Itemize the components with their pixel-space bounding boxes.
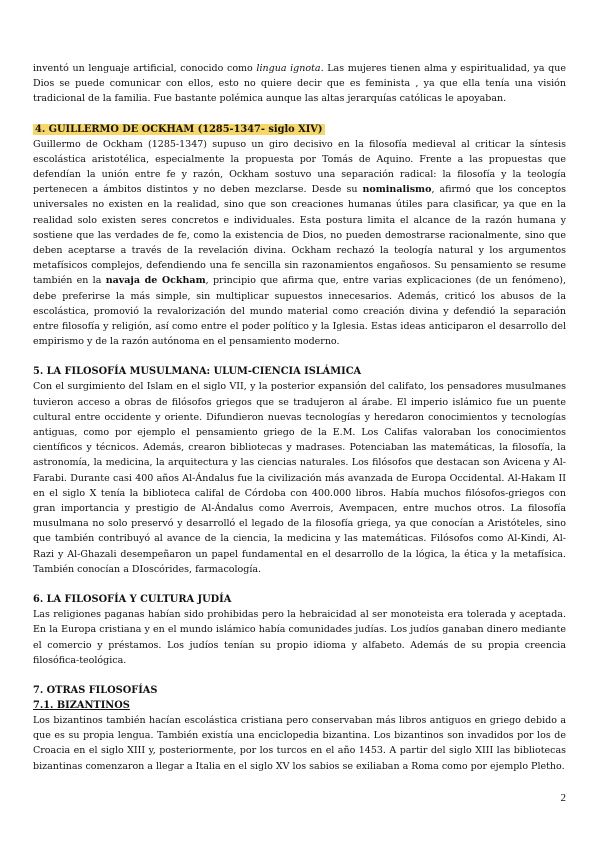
section-5-heading: 5. LA FILOSOFÍA MUSULMANA: ULUM-CIENCIA ISLÁMICA	[33, 366, 362, 378]
lingua-ignota-term: lingua ignota	[256, 63, 321, 74]
navaja-ockham-term: navaja de Ockham	[105, 275, 206, 287]
section-4-heading: 4. GUILLERMO DE OCKHAM (1285-1347- siglo XIV)	[35, 123, 323, 135]
section-6-heading: 6. LA FILOSOFÍA Y CULTURA JUDÍA	[33, 594, 232, 606]
section-5-paragraph: Con el surgimiento del Islam en el siglo VII, y la posterior expansión del califato, los pensadores musulmanes tuvieron acceso a obras de filósofos griegos que se tradujeron al árabe. El imperio islámico fue un puente cultural entre occidente y oriente. Difundieron nuevas tecnologías y heredaron conocimientos y tecnologías antiguas, como por ejemplo el pensamiento griego de la E.M. Los Califas valoraban los conocimientos científicos y técnicos. Además, crearon bibliotecas y madrases. Potenciaban las matemáticas, la filosofía, la astronomía, la medicina, la arquitectura y las ciencias naturales. Los filósofos que destacan son Avicena y Al-Farabi. Durante casi 400 años Al-Ándalus fue la civilización más avanzada de Europa Occidental. Al-Hakam II en el siglo X tenía la biblioteca califal de Córdoba con 400.000 libros. Había muchos filósofos-griegos con gran importancia y prestigio de Al-Ándalus como Averrois, Avempacen, entre muchos otros. La filosofía musulmana no solo preservó y desarrolló el legado de la filosofía griega, ya que conocían a Aristóteles, sino que también contribuyó al avance de la ciencia, la medicina y las matemáticas. Filósofos como Al-Kindi, Al-Razi y Al-Ghazali desempeñaron un papel fundamental en el desarrollo de la lógica, la ética y la metafísica. También conocían a DIoscórides, farmacología.	[33, 381, 566, 575]
page-number: 2	[560, 792, 566, 804]
nominalismo-term: nominalismo	[362, 184, 432, 196]
section-7-1-heading: 7.1. BIZANTINOS	[33, 699, 130, 711]
section-4-paragraph: Guillermo de Ockham (1285-1347) supuso un giro decisivo en la filosofía medieval al criticar la síntesis escolástica aristotélica, especialmente la propuesta por Tomás de Aquino. Frente a las propuestas que defendían la unión entre fe y razón, Ockham sostuvo una separación radical: la filosofía y la teología pertenecen a ámbitos distintos y no deben mezclarse. Desde su nominalismo, afirmó que los conceptos universales no existen en la realidad, sino que son creaciones humanas útiles para clasificar, ya que en la realidad solo existen seres concretos e individuales. Esta postura limita el alcance de la razón humana y sostiene que las verdades de fe, como la existencia de Dios, no pueden demostrarse racionalmente, sino que deben aceptarse a través de la revelación divina. Ockham rechazó la teología natural y los argumentos metafísicos complejos, defendiendo una fe sencilla sin razonamientos engañosos. Su pensamiento se resume también en la navaja de Ockham, principio que afirma que, entre varias explicaciones (de un fenómeno), debe preferirse la más simple, sin multiplicar supuestos innecesarios. Además, criticó los abusos de la escolástica, promovió la revalorización del mundo material como creación divina y defendió la separación entre filosofía y religión, así como entre el poder político y la Iglesia. Estas ideas anticiparon el desarrollo del empirismo y de la razón autónoma en el pensamiento moderno.	[33, 138, 566, 348]
section-6-paragraph: Las religiones paganas habían sido prohibidas pero la hebraicidad al ser monoteista era tolerada y aceptada. En la Europa cristiana y en el mundo islámico había comunidades judías. Los judíos ganaban dinero mediante el comercio y préstamos. Los judíos tenían su propio idioma y alfabeto. Además de su propia creencia filosófica-teológica.	[33, 609, 566, 666]
section-7-heading: 7. OTRAS FILOSOFÍAS	[33, 684, 158, 696]
intro-paragraph: inventó un lenguaje artificial, conocido como lingua ignota. Las mujeres tienen alma y espiritualidad, ya que Dios se puede comunicar con ellos, esto no quiere decir que es feminista , ya que ella tenía una visión tradicional de la familia. Fue bastante polémica aunque las altas jerarquías católicas le apoyaban.	[33, 63, 566, 105]
section-7-1-paragraph: Los bizantinos también hacían escolástica cristiana pero conservaban más libros antiguos en griego debido a que es su propia lengua. También existía una enciclopedia bizantina. Los bizantinos son invadidos por los de Croacia en el siglo XIII y, posteriormente, por los turcos en el año 1453. A partir del siglo XIII las bibliotecas bizantinas comenzaron a llegar a Italia en el siglo XV los sabios se exiliaban a Roma como por ejemplo Pletho.	[33, 714, 566, 772]
page-content	[33, 61, 566, 774]
